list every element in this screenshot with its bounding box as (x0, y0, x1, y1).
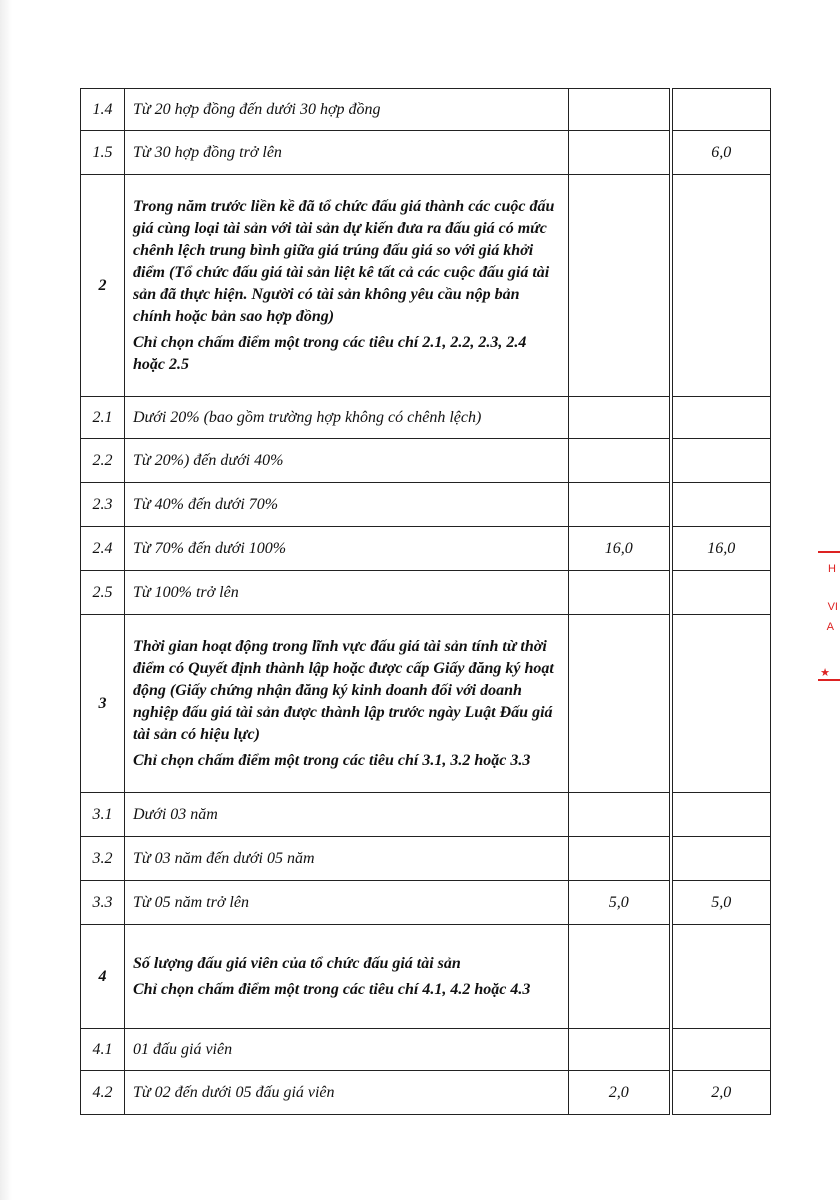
stamp-fragment: ★ (820, 667, 830, 679)
row-number: 1.4 (81, 89, 125, 131)
criterion-text: Từ 30 hợp đồng trở lên (125, 131, 569, 175)
score-cell (671, 571, 771, 615)
criterion-note: Chỉ chọn chấm điểm một trong các tiêu chí 2.1, 2.2, 2.3, 2.4 hoặc 2.5 (133, 333, 527, 373)
score-cell (671, 615, 771, 793)
score-cell (569, 571, 671, 615)
score-cell (671, 925, 771, 1029)
score-cell: 2,0 (671, 1071, 771, 1115)
score-cell (671, 837, 771, 881)
row-number: 4.2 (81, 1071, 125, 1115)
criterion-text: Từ 05 năm trở lên (125, 881, 569, 925)
table-row (81, 837, 771, 881)
criterion-note: Chỉ chọn chấm điểm một trong các tiêu chí 3.1, 3.2 hoặc 3.3 (133, 751, 531, 769)
table-row (81, 527, 771, 571)
table-row (81, 175, 771, 397)
stamp-stroke (818, 551, 840, 553)
row-number: 3.1 (81, 793, 125, 837)
table-row (81, 131, 771, 175)
page-edge-shadow (0, 0, 12, 1200)
table-row (81, 793, 771, 837)
score-cell: 5,0 (671, 881, 771, 925)
criterion-paragraph: Trong năm trước liền kề đã tổ chức đấu giá thành các cuộc đấu giá cùng loại tài sản với tài sản dự kiến đưa ra đấu giá có mức chênh lệch trung bình giữa giá trúng đấu giá so với giá khởi điểm (Tổ chức đấu giá tài sản liệt kê tất cả các cuộc đấu giá tài sản đã thực hiện. Người có tài sản không yêu cầu nộp bản chính hoặc bản sao hợp đồng) (133, 197, 555, 325)
criterion-text: Từ 20 hợp đồng đến dưới 30 hợp đồng (125, 89, 569, 131)
score-cell (671, 483, 771, 527)
criterion-text: 01 đấu giá viên (125, 1029, 569, 1071)
score-cell (569, 175, 671, 397)
score-cell (569, 483, 671, 527)
table-row (81, 571, 771, 615)
table-row (81, 881, 771, 925)
score-cell: 5,0 (569, 881, 671, 925)
criterion-text (125, 925, 569, 1029)
red-stamp-edge (814, 545, 840, 685)
table-row (81, 439, 771, 483)
score-cell (569, 439, 671, 483)
row-number: 3.2 (81, 837, 125, 881)
row-number: 4 (81, 925, 125, 1029)
score-cell (671, 793, 771, 837)
score-cell (569, 397, 671, 439)
score-cell (671, 1029, 771, 1071)
stamp-fragment: A (826, 621, 834, 633)
row-number: 2.3 (81, 483, 125, 527)
row-number: 3 (81, 615, 125, 793)
criterion-text: Từ 02 đến dưới 05 đấu giá viên (125, 1071, 569, 1115)
criterion-text: Từ 20%) đến dưới 40% (125, 439, 569, 483)
score-cell (671, 397, 771, 439)
criterion-text (125, 175, 569, 397)
row-number: 2.5 (81, 571, 125, 615)
score-cell (569, 1029, 671, 1071)
table-row (81, 397, 771, 439)
score-cell: 2,0 (569, 1071, 671, 1115)
row-number: 2.4 (81, 527, 125, 571)
criterion-text: Từ 100% trở lên (125, 571, 569, 615)
table-row (81, 925, 771, 1029)
score-cell: 16,0 (569, 527, 671, 571)
row-number: 2 (81, 175, 125, 397)
table-row (81, 483, 771, 527)
criterion-paragraph: Thời gian hoạt động trong lĩnh vực đấu giá tài sản tính từ thời điểm có Quyết định thành lập hoặc được cấp Giấy đăng ký hoạt động (Giấy chứng nhận đăng ký kinh doanh đối với doanh nghiệp đấu giá tài sản được thành lập trước ngày Luật Đấu giá tài sản có hiệu lực) (133, 637, 554, 743)
criterion-text: Từ 03 năm đến dưới 05 năm (125, 837, 569, 881)
score-cell (671, 439, 771, 483)
stamp-stroke (818, 679, 840, 681)
score-cell: 6,0 (671, 131, 771, 175)
criterion-text (125, 615, 569, 793)
criterion-paragraph: Số lượng đấu giá viên của tổ chức đấu giá tài sản (133, 954, 461, 972)
score-cell (671, 89, 771, 131)
criterion-text: Từ 40% đến dưới 70% (125, 483, 569, 527)
criterion-text: Từ 70% đến dưới 100% (125, 527, 569, 571)
row-number: 4.1 (81, 1029, 125, 1071)
score-cell (569, 925, 671, 1029)
criterion-text: Dưới 20% (bao gồm trường hợp không có chênh lệch) (125, 397, 569, 439)
table-row (81, 1071, 771, 1115)
stamp-fragment: VI (827, 601, 838, 613)
criterion-note: Chỉ chọn chấm điểm một trong các tiêu chí 4.1, 4.2 hoặc 4.3 (133, 980, 531, 998)
score-cell (569, 837, 671, 881)
row-number: 2.2 (81, 439, 125, 483)
score-cell (569, 793, 671, 837)
table-row (81, 615, 771, 793)
criterion-text: Dưới 03 năm (125, 793, 569, 837)
table-row (81, 89, 771, 131)
score-cell (569, 131, 671, 175)
table-row (81, 1029, 771, 1071)
score-cell: 16,0 (671, 527, 771, 571)
score-cell (569, 89, 671, 131)
row-number: 1.5 (81, 131, 125, 175)
score-cell (569, 615, 671, 793)
row-number: 3.3 (81, 881, 125, 925)
scoring-table (80, 88, 771, 1115)
stamp-fragment: H (828, 563, 836, 575)
score-cell (671, 175, 771, 397)
row-number: 2.1 (81, 397, 125, 439)
